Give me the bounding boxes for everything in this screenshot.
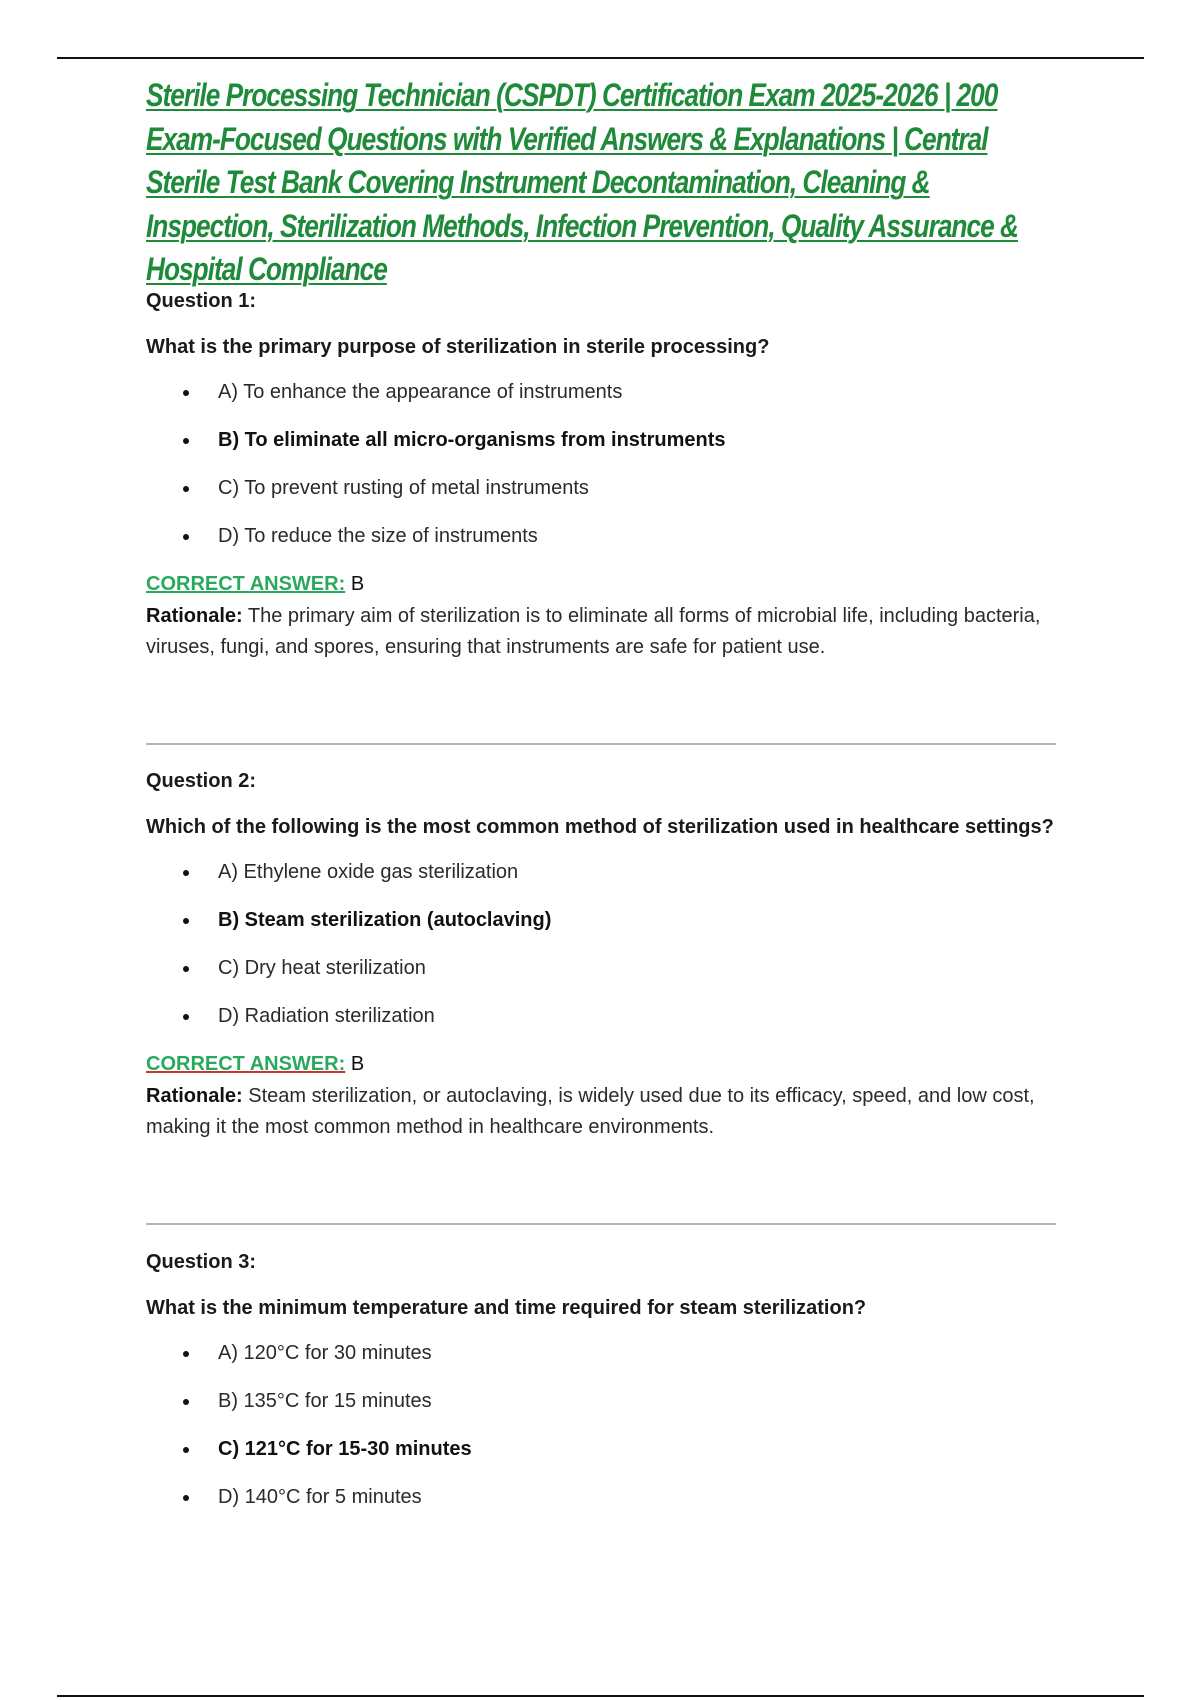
options-list bbox=[146, 379, 1056, 549]
option-b-correct: B) Steam sterilization (autoclaving) bbox=[146, 907, 1056, 933]
option-c: C) To prevent rusting of metal instruments bbox=[146, 475, 1056, 501]
rationale-text: Steam sterilization, or autoclaving, is widely used due to its efficacy, speed, and low cost, making it the most common method in healthcare environments. bbox=[146, 1085, 1035, 1138]
question-block-1 bbox=[146, 288, 1056, 663]
options-list bbox=[146, 1340, 1056, 1510]
correct-answer-label: CORRECT ANSWER: bbox=[146, 573, 346, 595]
correct-answer-line bbox=[146, 1051, 1056, 1077]
option-a: A) 120°C for 30 minutes bbox=[146, 1340, 1056, 1366]
options-list bbox=[146, 859, 1056, 1029]
top-rule bbox=[57, 57, 1144, 59]
correct-answer-label: CORRECT ANSWER: bbox=[146, 1053, 346, 1075]
question-label: Question 2: bbox=[146, 770, 257, 792]
option-b-correct: B) To eliminate all micro-organisms from instruments bbox=[146, 427, 1056, 453]
rationale bbox=[146, 601, 1056, 663]
document-title: Sterile Processing Technician (CSPDT) Certification Exam 2025-2026 | 200 Exam-Focused Questions with Verified Answers & Explanations | Central Sterile Test Bank Covering Instrument Decontamination, Cleaning & Inspection, Sterilization Methods, Infection Prevention, Quality Assurance & Hospital Compliance bbox=[146, 77, 1018, 287]
question-label: Question 3: bbox=[146, 1251, 257, 1273]
rationale-label: Rationale: bbox=[146, 605, 243, 627]
bottom-rule bbox=[57, 1695, 1144, 1697]
option-a: A) To enhance the appearance of instruments bbox=[146, 379, 1056, 405]
question-label: Question 1: bbox=[146, 290, 257, 312]
question-block-3 bbox=[146, 1249, 1056, 1532]
option-d: D) To reduce the size of instruments bbox=[146, 523, 1056, 549]
question-text: Which of the following is the most common method of sterilization used in healthcare settings? bbox=[146, 816, 1054, 838]
document-page bbox=[146, 74, 1056, 1508]
correct-answer-line bbox=[146, 571, 1056, 597]
rationale-label: Rationale: bbox=[146, 1085, 243, 1107]
correct-answer-value: B bbox=[350, 1053, 365, 1075]
rationale bbox=[146, 1081, 1056, 1143]
option-d: D) 140°C for 5 minutes bbox=[146, 1484, 1056, 1510]
option-c-correct: C) 121°C for 15-30 minutes bbox=[146, 1436, 1056, 1462]
rationale-text: The primary aim of sterilization is to eliminate all forms of microbial life, including bacteria, viruses, fungi, and spores, ensuring that instruments are safe for patient use. bbox=[146, 605, 1041, 658]
question-block-2 bbox=[146, 768, 1056, 1143]
question-text: What is the primary purpose of sterilization in sterile processing? bbox=[146, 336, 770, 358]
question-text: What is the minimum temperature and time required for steam sterilization? bbox=[146, 1297, 867, 1319]
option-a: A) Ethylene oxide gas sterilization bbox=[146, 859, 1056, 885]
section-divider bbox=[146, 1223, 1056, 1225]
option-d: D) Radiation sterilization bbox=[146, 1003, 1056, 1029]
section-divider bbox=[146, 743, 1056, 745]
correct-answer-value: B bbox=[350, 573, 365, 595]
option-c: C) Dry heat sterilization bbox=[146, 955, 1056, 981]
option-b: B) 135°C for 15 minutes bbox=[146, 1388, 1056, 1414]
